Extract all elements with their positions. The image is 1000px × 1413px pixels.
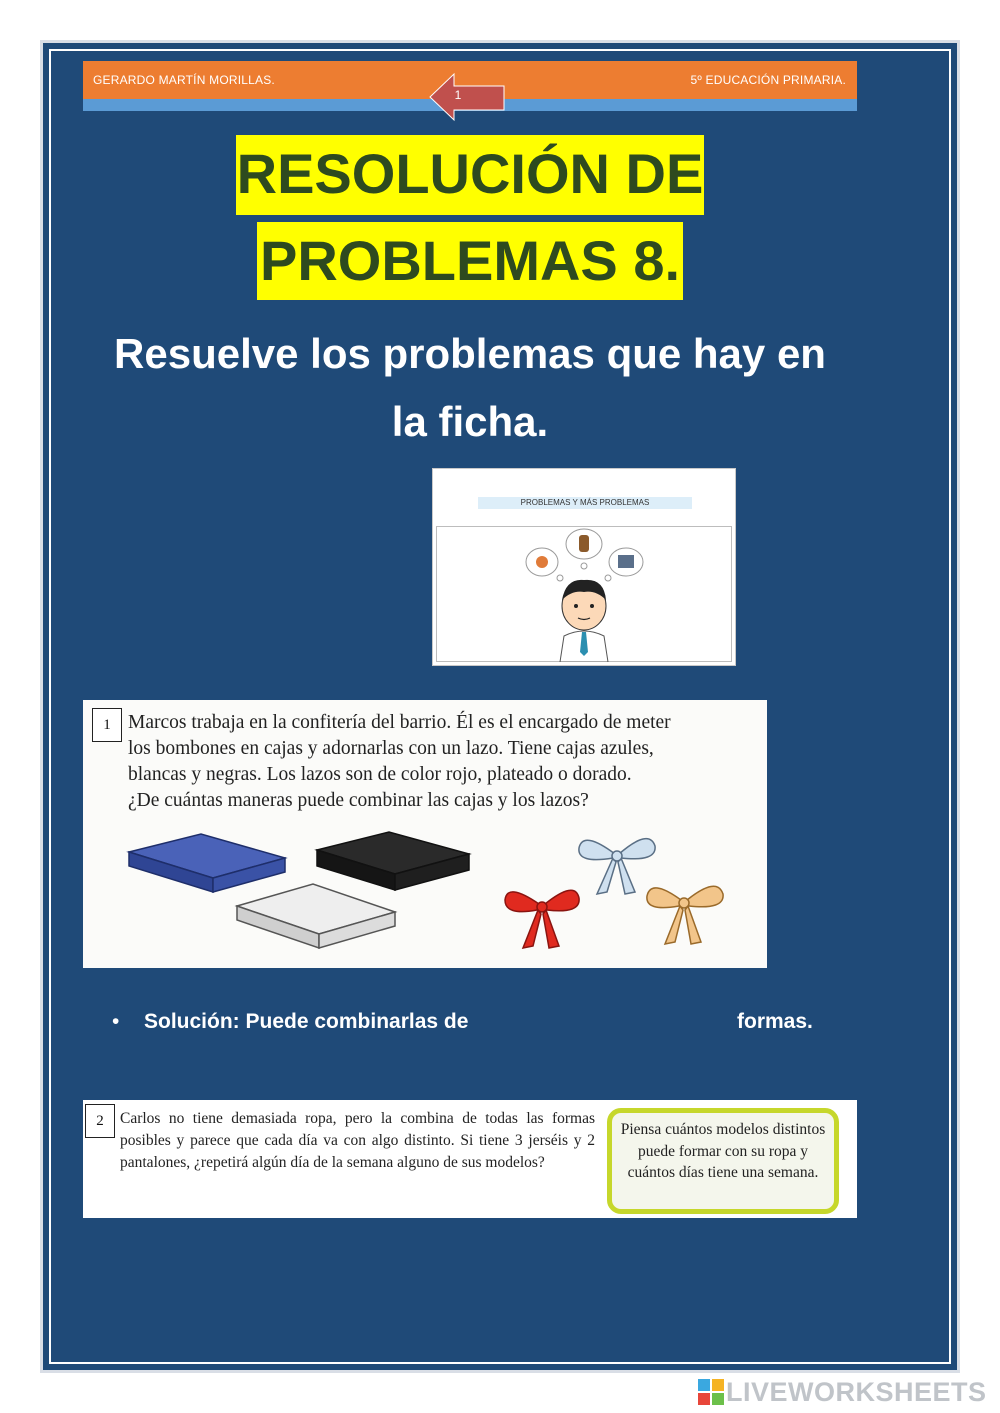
blue-box-icon — [129, 834, 285, 892]
problem-2-number: 2 — [85, 1104, 115, 1138]
problem-1-line: los bombones en cajas y adornarlas con un lazo. Tiene cajas azules, — [128, 738, 654, 759]
problem-1-card — [83, 700, 767, 968]
cover-title: PROBLEMAS Y MÁS PROBLEMAS — [478, 497, 692, 509]
thought-book-icon — [618, 555, 634, 568]
thought-food-icon — [536, 556, 548, 568]
problem-1-line: blancas y negras. Los lazos son de color rojo, plateado o dorado. — [128, 764, 632, 785]
solution-prefix: Solución: Puede combinarlas de — [144, 1010, 469, 1033]
instruction-line-2: la ficha. — [391, 398, 549, 445]
problem-1-line: ¿De cuántas maneras puede combinar las cajas y los lazos? — [128, 790, 589, 811]
problem-1-text — [128, 710, 764, 814]
header-author: GERARDO MARTÍN MORILLAS. — [93, 73, 275, 87]
title-line-1: RESOLUCIÓN DE — [236, 135, 704, 215]
red-bow-icon — [505, 890, 579, 948]
problem-2-card — [83, 1100, 857, 1218]
instruction-line-1: Resuelve los problemas que hay en — [114, 330, 826, 377]
boxes-and-bows-illustration — [83, 820, 767, 968]
page-number: 1 — [454, 88, 462, 102]
solution-suffix: formas. — [737, 1010, 813, 1033]
thought-person-icon — [579, 535, 589, 552]
header-course: 5º EDUCACIÓN PRIMARIA. — [690, 73, 846, 87]
worksheet-cover-image — [432, 468, 736, 666]
problem-2-hint: Piensa cuántos modelos distintos puede formar con su ropa y cuántos días tiene una semana. — [607, 1108, 839, 1214]
thinking-boy-illustration — [436, 526, 732, 662]
problem-1-line: Marcos trabaja en la confitería del barrio. Él es el encargado de meter — [128, 712, 671, 733]
solution-bullet: • — [112, 1010, 120, 1033]
watermark-text: LIVEWORKSHEETS — [726, 1377, 987, 1407]
title-line-2: PROBLEMAS 8. — [257, 222, 683, 300]
gold-bow-icon — [647, 886, 723, 944]
problem-2-text: Carlos no tiene demasiada ropa, pero la combina de todas las formas posibles y parece que cada día va con algo distinto. Si tiene 3 jerséis y 2 pantalones, ¿repetirá algún día de la semana alguno de sus modelos? — [120, 1110, 595, 1171]
white-box-icon — [237, 884, 395, 948]
problem-1-number: 1 — [92, 708, 122, 742]
silver-bow-icon — [579, 839, 655, 894]
black-box-icon — [317, 832, 469, 890]
liveworksheets-logo-icon — [698, 1379, 724, 1405]
